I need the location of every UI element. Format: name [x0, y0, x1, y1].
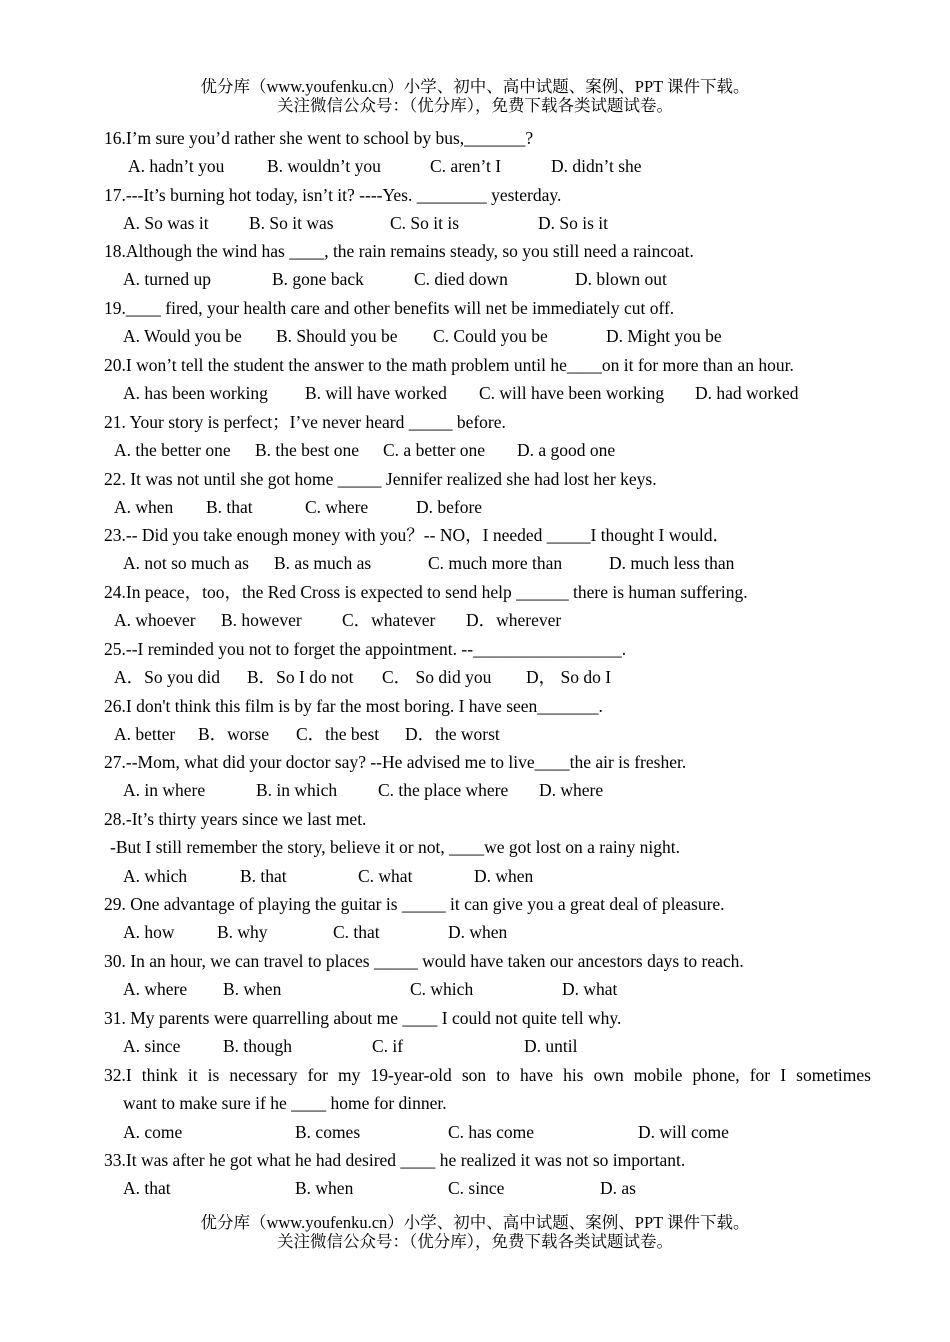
- option-c: C. the place where: [378, 780, 509, 801]
- option-d: D. before: [416, 497, 483, 518]
- option-c: C. since: [448, 1178, 505, 1199]
- page-footer-banner: [0, 1213, 950, 1251]
- option-c: C. that: [333, 922, 380, 943]
- option-c: C. has come: [448, 1121, 535, 1142]
- option-d: D. as: [600, 1178, 636, 1199]
- option-a: A. Would you be: [123, 326, 242, 347]
- option-c: C．whatever: [342, 610, 436, 631]
- page-header-banner: [0, 77, 950, 115]
- question-stem: 16.I’m sure you’d rather she went to school by bus,_______?: [104, 128, 534, 148]
- option-a: A. which: [123, 865, 188, 886]
- question-stem: 25.--I reminded you not to forget the appointment. --_________________.: [104, 639, 627, 659]
- option-a: A. when: [114, 497, 174, 518]
- header-line-2: 关注微信公众号：（优分库），免费下载各类试题试卷。: [277, 96, 673, 115]
- question-stem: 33.It was after he got what he had desired ____ he realized it was not so important.: [104, 1150, 686, 1170]
- option-b: B. will have worked: [305, 383, 447, 404]
- question-stem: 19.____ fired, your health care and other benefits will net be immediately cut off.: [104, 298, 675, 318]
- question-stem: 28.-It’s thirty years since we last met.: [104, 809, 367, 829]
- option-d: D. will come: [638, 1121, 729, 1142]
- question-stem: 27.--Mom, what did your doctor say? --He advised me to live____the air is fresher.: [104, 752, 687, 772]
- option-d: D．wherever: [466, 610, 562, 631]
- option-a: A. So was it: [123, 213, 209, 234]
- question-stem: 30. In an hour, we can travel to places _____ would have taken our ancestors days to reach.: [104, 951, 744, 971]
- option-c: C. Could you be: [433, 326, 548, 347]
- option-c: C. if: [372, 1036, 404, 1057]
- option-d: D. a good one: [517, 440, 616, 461]
- question-stem: 24.In peace，too，the Red Cross is expected to send help ______ there is human suffering.: [104, 582, 748, 602]
- option-c: C．the best: [296, 724, 380, 745]
- option-d: D. much less than: [609, 553, 735, 574]
- option-a: A. where: [123, 979, 188, 1000]
- option-c: C． So did you: [382, 667, 492, 688]
- header-line-1: 优分库（www.youfenku.cn）小学、初中、高中试题、案例、PPT 课件下载。: [200, 77, 750, 96]
- option-a: A. that: [123, 1178, 171, 1199]
- option-b: B. the best one: [255, 440, 360, 461]
- option-b: B. wouldn’t you: [267, 156, 381, 177]
- question-stem: 18.Although the wind has ____, the rain remains steady, so you still need a raincoat.: [104, 241, 694, 261]
- option-b: B. in which: [256, 780, 338, 801]
- option-c: C. a better one: [383, 440, 486, 461]
- option-b: B．worse: [198, 724, 269, 745]
- option-d: D. when: [474, 865, 534, 886]
- option-b: B. why: [217, 922, 268, 943]
- option-b: B. Should you be: [276, 326, 398, 347]
- option-d: D， So do I: [526, 667, 612, 688]
- option-a: A. come: [123, 1121, 183, 1142]
- question-stem: 31. My parents were quarrelling about me ____ I could not quite tell why.: [104, 1008, 622, 1028]
- option-b: B. when: [223, 979, 282, 1000]
- question-stem: 22. It was not until she got home _____ Jennifer realized she had lost her keys.: [104, 469, 657, 489]
- option-c: C. died down: [414, 269, 508, 290]
- footer-line-2: 关注微信公众号：（优分库），免费下载各类试题试卷。: [277, 1232, 673, 1251]
- option-a: A. how: [123, 922, 175, 943]
- question-stem: 26.I don't think this film is by far the most boring. I have seen_______.: [104, 696, 603, 716]
- option-d: D. when: [448, 922, 508, 943]
- option-c: C. where: [305, 497, 369, 518]
- question-stem: 32.I think it is necessary for my 19-year-old son to have his own mobile phone, for I sometimes: [104, 1065, 871, 1085]
- option-a: A. hadn’t you: [128, 156, 225, 177]
- option-b: B. So it was: [249, 213, 334, 234]
- option-a: A. has been working: [123, 383, 268, 404]
- option-d: D．the worst: [405, 724, 500, 745]
- question-stem-continued: -But I still remember the story, believe it or not, ____we got lost on a rainy night.: [110, 837, 680, 858]
- option-c: C. will have been working: [479, 383, 665, 404]
- option-d: D. didn’t she: [551, 156, 642, 177]
- question-stem: 23.-- Did you take enough money with you？-- NO，I needed _____I thought I would．: [104, 525, 731, 545]
- option-d: D. So is it: [538, 213, 609, 234]
- question-stem: 17.---It’s burning hot today, isn’t it? ----Yes. ________ yesterday.: [104, 185, 562, 205]
- option-b: B. when: [295, 1178, 354, 1199]
- option-d: D. blown out: [575, 269, 667, 290]
- option-d: D. had worked: [695, 383, 799, 404]
- option-c: C. aren’t I: [430, 156, 502, 177]
- option-a: A. since: [123, 1036, 181, 1057]
- option-a: A. turned up: [123, 269, 211, 290]
- option-c: C. which: [410, 979, 474, 1000]
- question-stem: 29. One advantage of playing the guitar is _____ it can give you a great deal of pleasure.: [104, 894, 725, 914]
- option-b: B. as much as: [274, 553, 372, 574]
- option-b: B. however: [221, 610, 302, 631]
- option-d: D. until: [524, 1036, 578, 1057]
- option-a: A. not so much as: [123, 553, 249, 574]
- question-stem: 21. Your story is perfect；I’ve never heard _____ before.: [104, 412, 506, 432]
- option-a: A. the better one: [114, 440, 231, 461]
- question-stem-continued: want to make sure if he ____ home for dinner.: [123, 1093, 447, 1114]
- question-stem: 20.I won’t tell the student the answer to the math problem until he____on it for more than an hour.: [104, 355, 794, 375]
- option-c: C. much more than: [428, 553, 563, 574]
- option-a: A. whoever: [114, 610, 196, 631]
- option-b: B. that: [240, 865, 287, 886]
- option-b: B. gone back: [272, 269, 364, 290]
- option-a: A. in where: [123, 780, 206, 801]
- option-b: B. though: [223, 1036, 293, 1057]
- option-d: D. what: [562, 979, 618, 1000]
- option-b: B. comes: [295, 1121, 361, 1142]
- option-a: A. better: [114, 724, 176, 745]
- option-b: B．So I do not: [247, 667, 354, 688]
- option-d: D. where: [539, 780, 604, 801]
- option-c: C. what: [358, 865, 413, 886]
- footer-line-1: 优分库（www.youfenku.cn）小学、初中、高中试题、案例、PPT 课件下载。: [200, 1213, 750, 1232]
- option-b: B. that: [206, 497, 253, 518]
- option-d: D. Might you be: [606, 326, 722, 347]
- option-c: C. So it is: [390, 213, 460, 234]
- option-a: A．So you did: [114, 667, 220, 688]
